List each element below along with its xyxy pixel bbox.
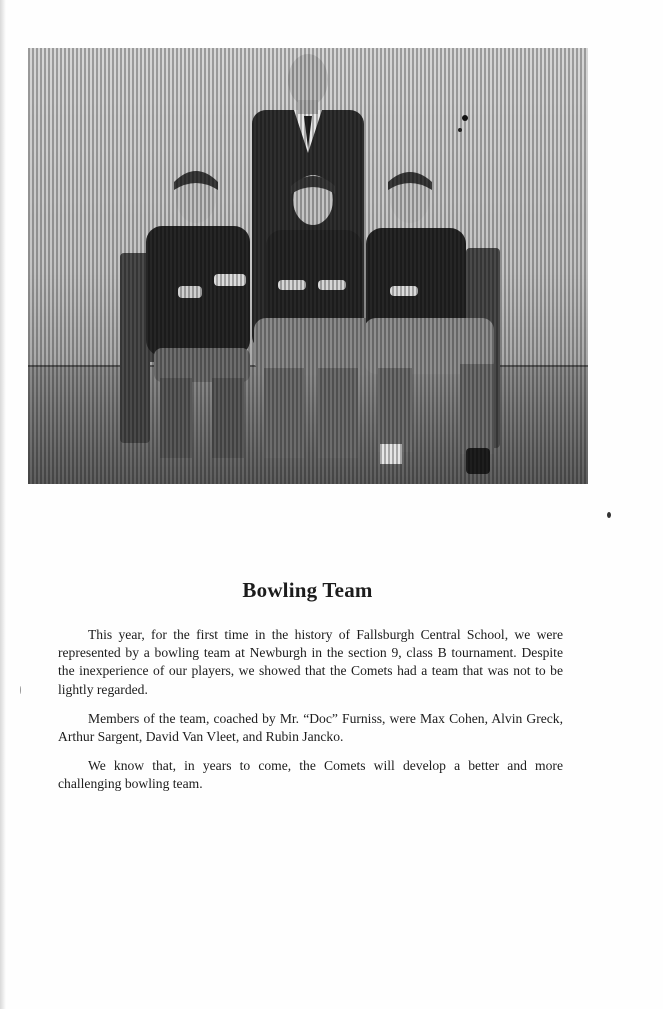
paragraph-3: We know that, in years to come, the Comets will develop a better and more challenging bowling team.	[58, 758, 563, 792]
page-speck	[607, 512, 611, 518]
article-body	[58, 626, 563, 805]
paragraph-2: Members of the team, coached by Mr. “Doc” Furniss, were Max Cohen, Alvin Greck, Arthur Sargent, David Van Vleet, and Rubin Jancko.	[58, 710, 563, 745]
page-speck	[20, 686, 21, 694]
paragraph-1: This year, for the first time in the history of Fallsburgh Central School, we were represented by a bowling team at Newburgh in the section 9, class B tournament. Despite the inexperience of our players, we showed that the Comets had a team that was not to be lightly regarded.	[58, 627, 563, 697]
team-photo-illustration	[28, 48, 588, 484]
halftone-screen	[28, 48, 588, 484]
page-edge-shadow	[0, 0, 6, 1009]
team-photo	[28, 48, 588, 484]
page-title: Bowling Team	[242, 578, 373, 602]
